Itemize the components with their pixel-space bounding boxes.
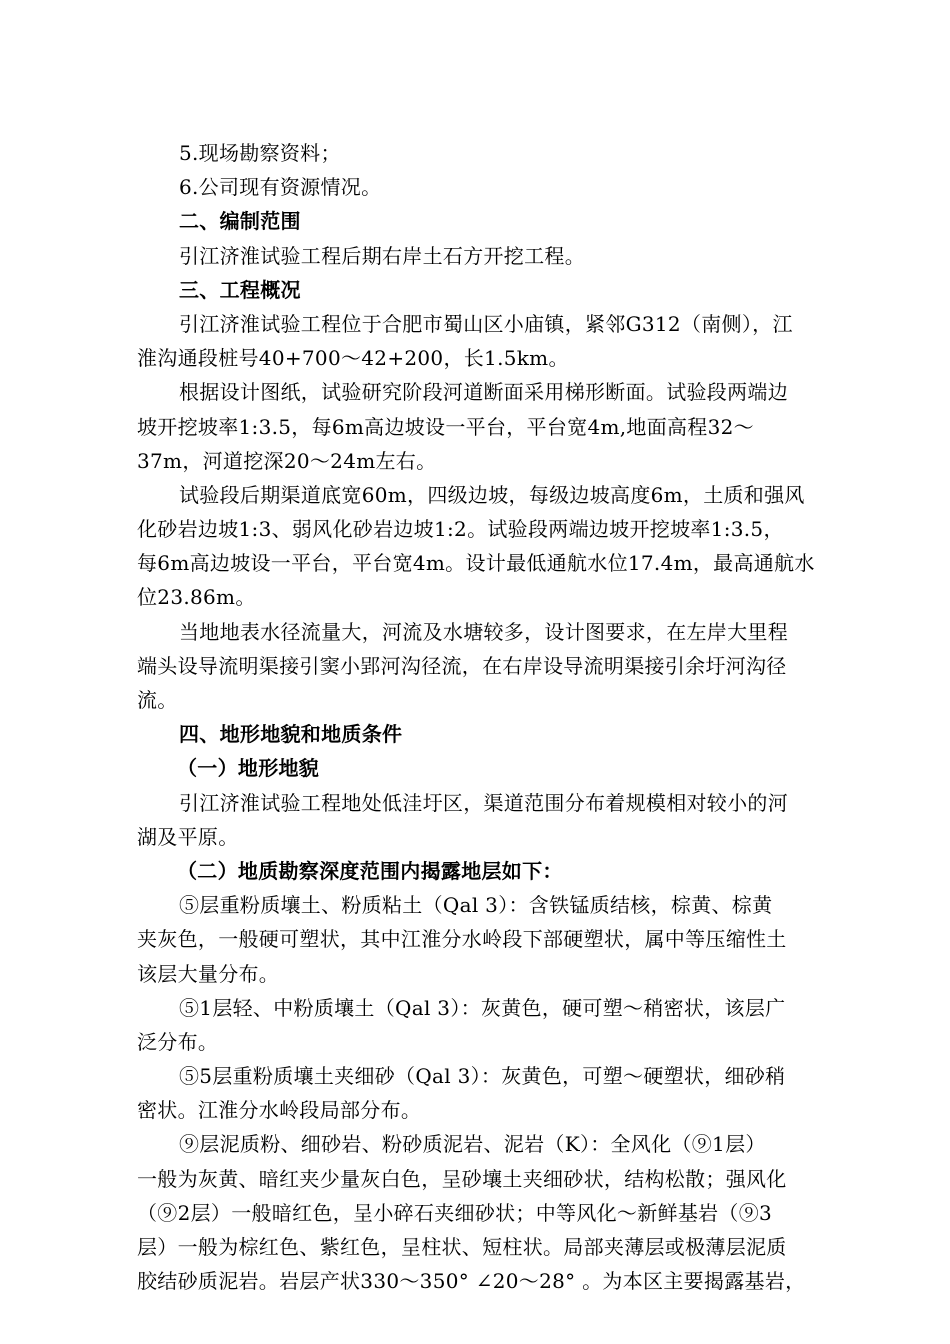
paragraph-design-line-2: 坡开挖坡率1:3.5，每6m高边坡设一平台，平台宽4m,地面高程32～ <box>137 414 754 439</box>
list-item-6: 6.公司现有资源情况。 <box>179 175 382 200</box>
paragraph-layer9-line-2: 一般为灰黄、暗红夹少量灰白色，呈砂壤土夹细砂状，结构松散；强风化 <box>137 1166 787 1191</box>
paragraph-scope: 引江济淮试验工程后期右岸土石方开挖工程。 <box>179 243 585 268</box>
paragraph-layer51-line-2: 泛分布。 <box>137 1029 219 1054</box>
subheading-geology: （二）地质勘察深度范围内揭露地层如下： <box>177 858 563 883</box>
heading-terrain-geology: 四、地形地貌和地质条件 <box>179 722 403 747</box>
paragraph-layer55-line-2: 密状。江淮分水岭段局部分布。 <box>137 1098 422 1123</box>
paragraph-channel-line-1: 试验段后期渠道底宽60m，四级边坡，每级边坡高度6m，土质和强风 <box>179 482 805 507</box>
paragraph-overview-line-1: 引江济淮试验工程位于合肥市蜀山区小庙镇，紧邻G312（南侧），江 <box>179 311 793 336</box>
paragraph-layer55-line-1: ⑤5层重粉质壤土夹细砂（Qal 3）：灰黄色，可塑～硬塑状，细砂稍 <box>179 1064 786 1089</box>
paragraph-runoff-line-3: 流。 <box>137 688 178 712</box>
paragraph-channel-line-4: 位23.86m。 <box>137 585 256 610</box>
paragraph-layer9-line-1: ⑨层泥质粉、细砂岩、粉砂质泥岩、泥岩（K）：全风化（⑨1层） <box>179 1132 766 1157</box>
list-item-5: 5.现场勘察资料； <box>179 141 341 165</box>
paragraph-layer9-line-3: （⑨2层）一般暗红色，呈小碎石夹细砂状；中等风化～新鲜基岩（⑨3 <box>137 1200 773 1225</box>
paragraph-terrain-line-2: 湖及平原。 <box>137 824 239 849</box>
paragraph-layer51-line-1: ⑤1层轻、中粉质壤土（Qal 3）：灰黄色，硬可塑～稍密状，该层广 <box>179 995 786 1020</box>
paragraph-design-line-1: 根据设计图纸，试验研究阶段河道断面采用梯形断面。试验段两端边 <box>179 380 788 405</box>
heading-overview: 三、工程概况 <box>179 277 301 302</box>
heading-scope: 二、编制范围 <box>179 209 301 234</box>
paragraph-layer5-line-1: ⑤层重粉质壤土、粉质粘土（Qal 3）：含铁锰质结核，棕黄、棕黄 <box>179 893 773 918</box>
paragraph-design-line-3: 37m，河道挖深20～24m左右。 <box>137 448 437 473</box>
paragraph-layer5-line-2: 夹灰色，一般硬可塑状，其中江淮分水岭段下部硬塑状，属中等压缩性土 <box>137 927 787 952</box>
paragraph-terrain-line-1: 引江济淮试验工程地处低洼圩区，渠道范围分布着规模相对较小的河 <box>179 790 788 815</box>
paragraph-layer5-line-3: 该层大量分布。 <box>137 961 280 986</box>
paragraph-layer9-line-5: 胶结砂质泥岩。岩层产状330～350° ∠20～28° 。为本区主要揭露基岩， <box>137 1269 806 1294</box>
subheading-terrain: （一）地形地貌 <box>177 756 320 781</box>
paragraph-channel-line-2: 化砂岩边坡1:3、弱风化砂岩边坡1:2。试验段两端边坡开挖坡率1:3.5， <box>137 517 784 542</box>
paragraph-layer9-line-4: 层）一般为棕红色、紫红色，呈柱状、短柱状。局部夹薄层或极薄层泥质 <box>137 1235 787 1259</box>
paragraph-channel-line-3: 每6m高边坡设一平台，平台宽4m。设计最低通航水位17.4m，最高通航水 <box>137 551 815 576</box>
paragraph-runoff-line-1: 当地地表水径流量大，河流及水塘较多，设计图要求，在左岸大里程 <box>179 619 788 644</box>
document-page <box>137 136 863 1298</box>
paragraph-runoff-line-2: 端头设导流明渠接引窦小郢河沟径流，在右岸设导流明渠接引余圩河沟径 <box>137 653 787 678</box>
paragraph-overview-line-2: 淮沟通段桩号40+700～42+200，长1.5km。 <box>137 346 569 371</box>
